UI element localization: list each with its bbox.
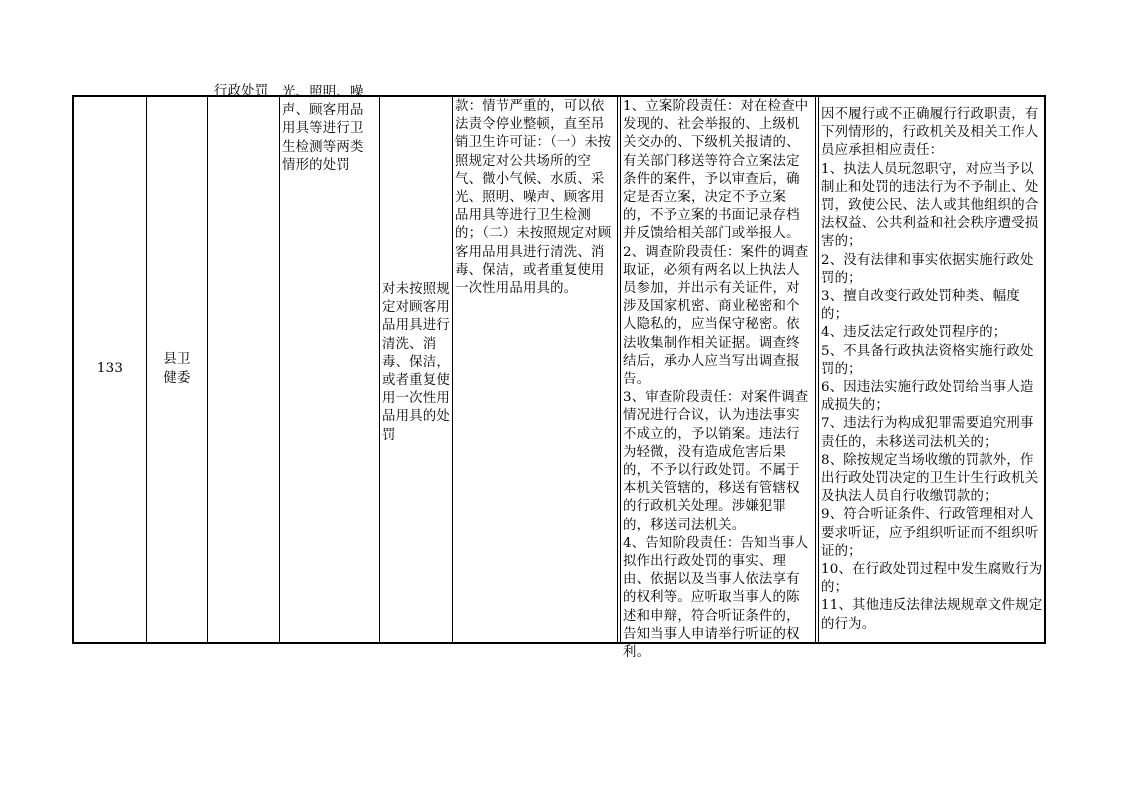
column-divider — [815, 97, 816, 642]
department: 县卫健委 — [163, 352, 191, 386]
accountability-cell — [820, 97, 1046, 642]
row-number-cell — [74, 97, 146, 642]
basis-text: 款：情节严重的，可以依法责令停业整顿，直至吊销卫生许可证：（一）未按照规定对公共场所的空气、微小气候、水质、采光、照明、噪声、顾客用品用具等进行卫生检测的；（二）未按照规定对顾客用品用具进行清洗、消毒、保洁，或者重复使用一次性用品用具的。 — [455, 99, 612, 297]
category-fragment: 行政处罚 — [214, 84, 269, 99]
column-divider — [617, 97, 618, 642]
accountability-text: 因不履行或不正确履行行政职责，有下列情形的，行政机关及相关工作人员应承担相应责任： 1、执法人员玩忽职守，对应当予以制止和处罚的违法行为不予制止、处罚，致使公民、法人或其他组织的合法权益、公共利益和社会秩序遭受损害的； 2、没有法律和事实依据实施行政处罚的； 3、擅自改变行政处罚种类、幅度的； 4、违反法定行政处罚程序的； 5、不具备行政执法资格实施行政处罚的； 6、因违法实施行政处罚给当事人造成损失的； 7、违法行为构成犯罪需要追究刑事责任的，未移送司法机关的； 8、除按规定当场收缴的罚款外，作出行政处罚决定的卫生计生行政机关及执法人员自行收缴罚款的； 9、符合听证条件、行政管理相对人要求听证，应予组织听证而不组织听证的； 10、在行政处罚过程中发生腐败行为的； 11、其他违反法律法规规章文件规定的行为。 — [821, 107, 1043, 632]
item-name-cell — [280, 85, 379, 642]
sub-item: 对未按照规定对顾客用品用具进行清洗、消毒、保洁，或者重复使用一次性用品用具的处罚 — [382, 282, 450, 443]
responsibilities-cell — [622, 97, 815, 661]
responsibilities-text: 1、立案阶段责任：对在检查中发现的、社会举报的、上级机关交办的、下级机关报请的、有关部门移送等符合立案法定条件的案件，予以审查后，确定是否立案，决定不予立案的，不予立案的书面记录存档并反馈给相关部门或举报人。 2、调查阶段责任：案件的调查取证，必须有两名以上执法人员参加，并出示有关证件，对涉及国家机密、商业秘密和个人隐私的，应当保守秘密。依法收集制作相关证据。调查终结后，承办人应当写出调查报告。 3、审查阶段责任：对案件调查情况进行合议，认为违法事实不成立的，予以销案。违法行为轻微，没有造成危害后果的，不予以行政处罚。不属于本机关管辖的，移送有管辖权的行政机关处理。涉嫌犯罪的，移送司法机关。 4、告知阶段责任：告知当事人拟作出行政处罚的事实、理由、依据以及当事人依法享有的权利等。应听取当事人的陈述和申辩，符合听证条件的，告知当事人申请举行听证的权利。 — [623, 99, 809, 661]
category-cell — [208, 84, 279, 642]
sub-item-cell — [380, 97, 452, 642]
table-row — [72, 84, 1046, 661]
basis-cell — [453, 97, 617, 642]
row-number: 133 — [96, 361, 124, 377]
item-name-fragment: 光、照明、噪声、顾客用品用具等进行卫生检测等两类情形的处罚 — [282, 85, 364, 173]
department-cell — [147, 97, 207, 642]
